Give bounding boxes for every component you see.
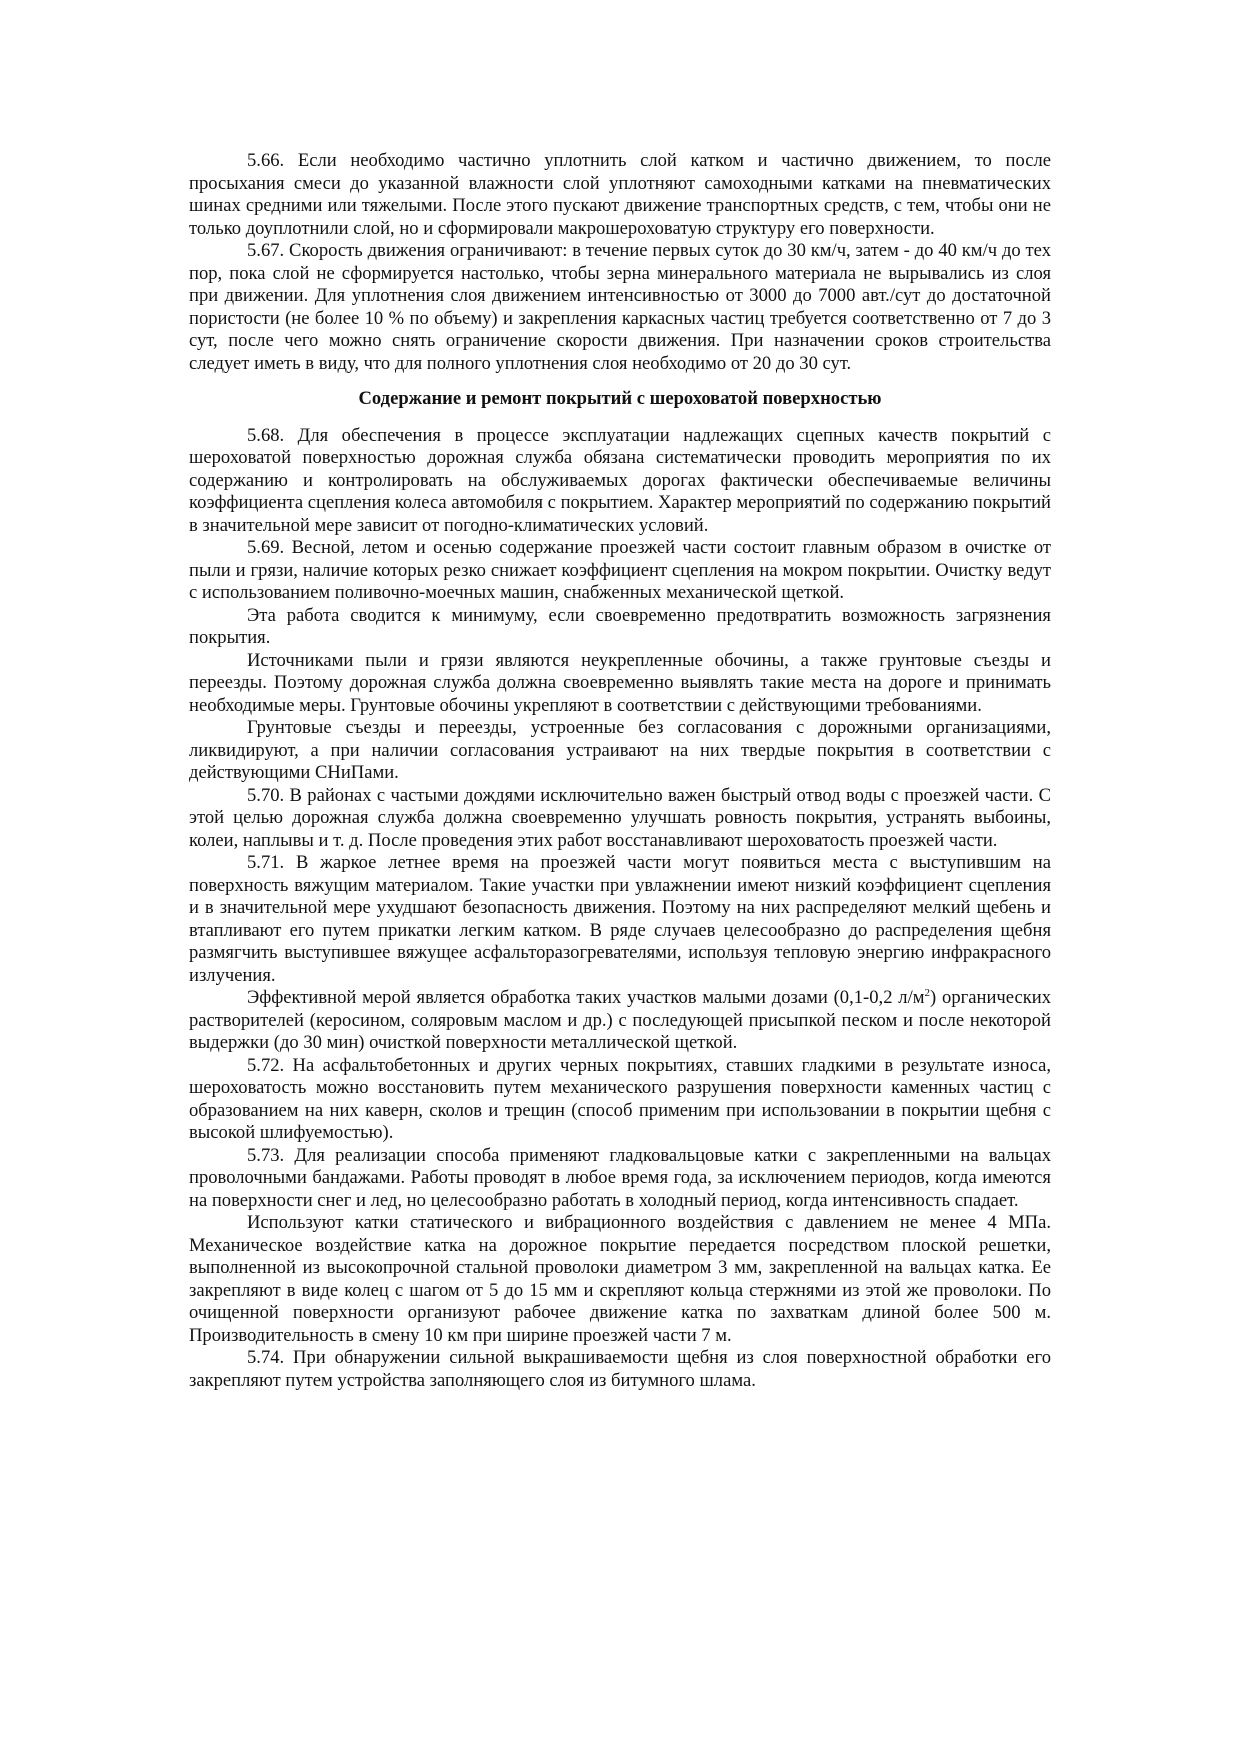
paragraph-5-69-cont-3: Грунтовые съезды и переезды, устроенные без согласования с дорожными организациями, ликвидируют, а при наличии согласования устраивают на них твердые покрытия в соответствии с действующими СНиПами. [189, 717, 1051, 783]
section-heading: Содержание и ремонт покрытий с шероховатой поверхностью [358, 388, 882, 409]
paragraph-5-69-cont-1: Эта работа сводится к минимуму, если своевременно предотвратить возможность загрязнения покрытия. [189, 604, 1051, 648]
paragraph-5-69-cont-2: Источниками пыли и грязи являются неукрепленные обочины, а также грунтовые съезды и переезды. Поэтому дорожная служба должна своевременно выявлять такие места на дороге и принимать необходимые меры. Грунтовые обочины укрепляют в соответствии с действующими требованиями. [189, 649, 1051, 716]
paragraph-5-71-cont [189, 987, 1051, 1055]
paragraph-5-71-cont-text-after: ) органических растворителей (керосином, соляровым маслом и др.) с последующей присыпкой песком и после некоторой выдержки (до 30 мин) очисткой поверхности металлической щеткой. [189, 987, 1051, 1053]
paragraph-5-74: 5.74. При обнаружении сильной выкрашиваемости щебня из слоя поверхностной обработки его закрепляют путем устройства заполняющего слоя из битумного шлама. [189, 1347, 1051, 1391]
paragraph-5-69: 5.69. Весной, летом и осенью содержание проезжей части состоит главным образом в очистке от пыли и грязи, наличие которых резко снижает коэффициент сцепления на мокром покрытии. Очистку ведут с использованием поливочно-моечных машин, снабженных механической щеткой. [189, 537, 1051, 603]
paragraph-5-68: 5.68. Для обеспечения в процессе эксплуатации надлежащих сцепных качеств покрытий с шероховатой поверхностью дорожная служба обязана систематически проводить мероприятия по их содержанию и контролировать на обслуживаемых дорогах фактически обеспечиваемые величины коэффициента сцепления колеса автомобиля с покрытием. Характер мероприятий по содержанию покрытий в значительной мере зависит от погодно-климатических условий. [189, 424, 1051, 536]
paragraph-5-73: 5.73. Для реализации способа применяют гладковальцовые катки с закрепленными на вальцах проволочными бандажами. Работы проводят в любое время года, за исключением периодов, когда имеются на поверхности снег и лед, но целесообразно работать в холодный период, когда интенсивность спадает. [189, 1144, 1051, 1211]
paragraph-5-66: 5.66. Если необходимо частично уплотнить слой катком и частично движением, то после просыхания смеси до указанной влажности слой уплотняют самоходными катками на пневматических шинах средними или тяжелыми. После этого пускают движение транспортных средств, с тем, чтобы они не только доуплотнили слой, но и сформировали макрошероховатую структуру его поверхности. [189, 150, 1051, 239]
paragraph-5-72: 5.72. На асфальтобетонных и других черных покрытиях, ставших гладкими в результате износа, шероховатость можно восстановить путем механического разрушения поверхности каменных частиц с образованием на них каверн, сколов и трещин (способ применим при использовании в покрытии щебня с высокой шлифуемостью). [189, 1054, 1051, 1143]
document-page [189, 150, 1051, 1392]
paragraph-5-71-cont-text-before: Эффективной мерой является обработка таких участков малыми дозами (0,1-0,2 л/м [247, 987, 925, 1008]
paragraph-5-70: 5.70. В районах с частыми дождями исключительно важен быстрый отвод воды с проезжей части. С этой целью дорожная служба должна своевременно улучшать ровность покрытия, устранять выбоины, колеи, наплывы и т. д. После проведения этих работ восстанавливают шероховатость проезжей части. [189, 784, 1051, 851]
paragraph-5-73-cont: Используют катки статического и вибрационного воздействия с давлением не менее 4 МПа. Механическое воздействие катка на дорожное покрытие передается посредством плоской решетки, выполненной из высокопрочной стальной проволоки диаметром 3 мм, закрепленной на вальцах катка. Ее закрепляют в виде колец с шагом от 5 до 15 мм и скрепляют кольца стержнями из этой же проволоки. По очищенной поверхности организуют рабочее движение катка по захваткам длиной более 500 м. Производительность в смену 10 км при ширине проезжей части 7 м. [189, 1212, 1051, 1346]
paragraph-5-67: 5.67. Скорость движения ограничивают: в течение первых суток до 30 км/ч, затем - до 40 км/ч до тех пор, пока слой не сформируется настолько, чтобы зерна минерального материала не вырывались из слоя при движении. Для уплотнения слоя движением интенсивностью от 3000 до 7000 авт./сут до достаточной пористости (не более 10 % по объему) и закрепления каркасных частиц требуется соответственно от 7 до 3 сут, после чего можно снять ограничение скорости движения. При назначении сроков строительства следует иметь в виду, что для полного уплотнения слоя необходимо от 20 до 30 сут. [189, 240, 1051, 374]
paragraph-5-71: 5.71. В жаркое летнее время на проезжей части могут появиться места с выступившим на поверхность вяжущим материалом. Такие участки при увлажнении имеют низкий коэффициент сцепления и в значительной мере ухудшают безопасность движения. Поэтому на них распределяют мелкий щебень и втапливают его путем прикатки легким катком. В ряде случаев целесообразно до распределения щебня размягчить выступившее вяжущее асфальторазогревателями, используя тепловую энергию инфракрасного излучения. [189, 852, 1051, 986]
superscript-2: 2 [924, 986, 931, 999]
